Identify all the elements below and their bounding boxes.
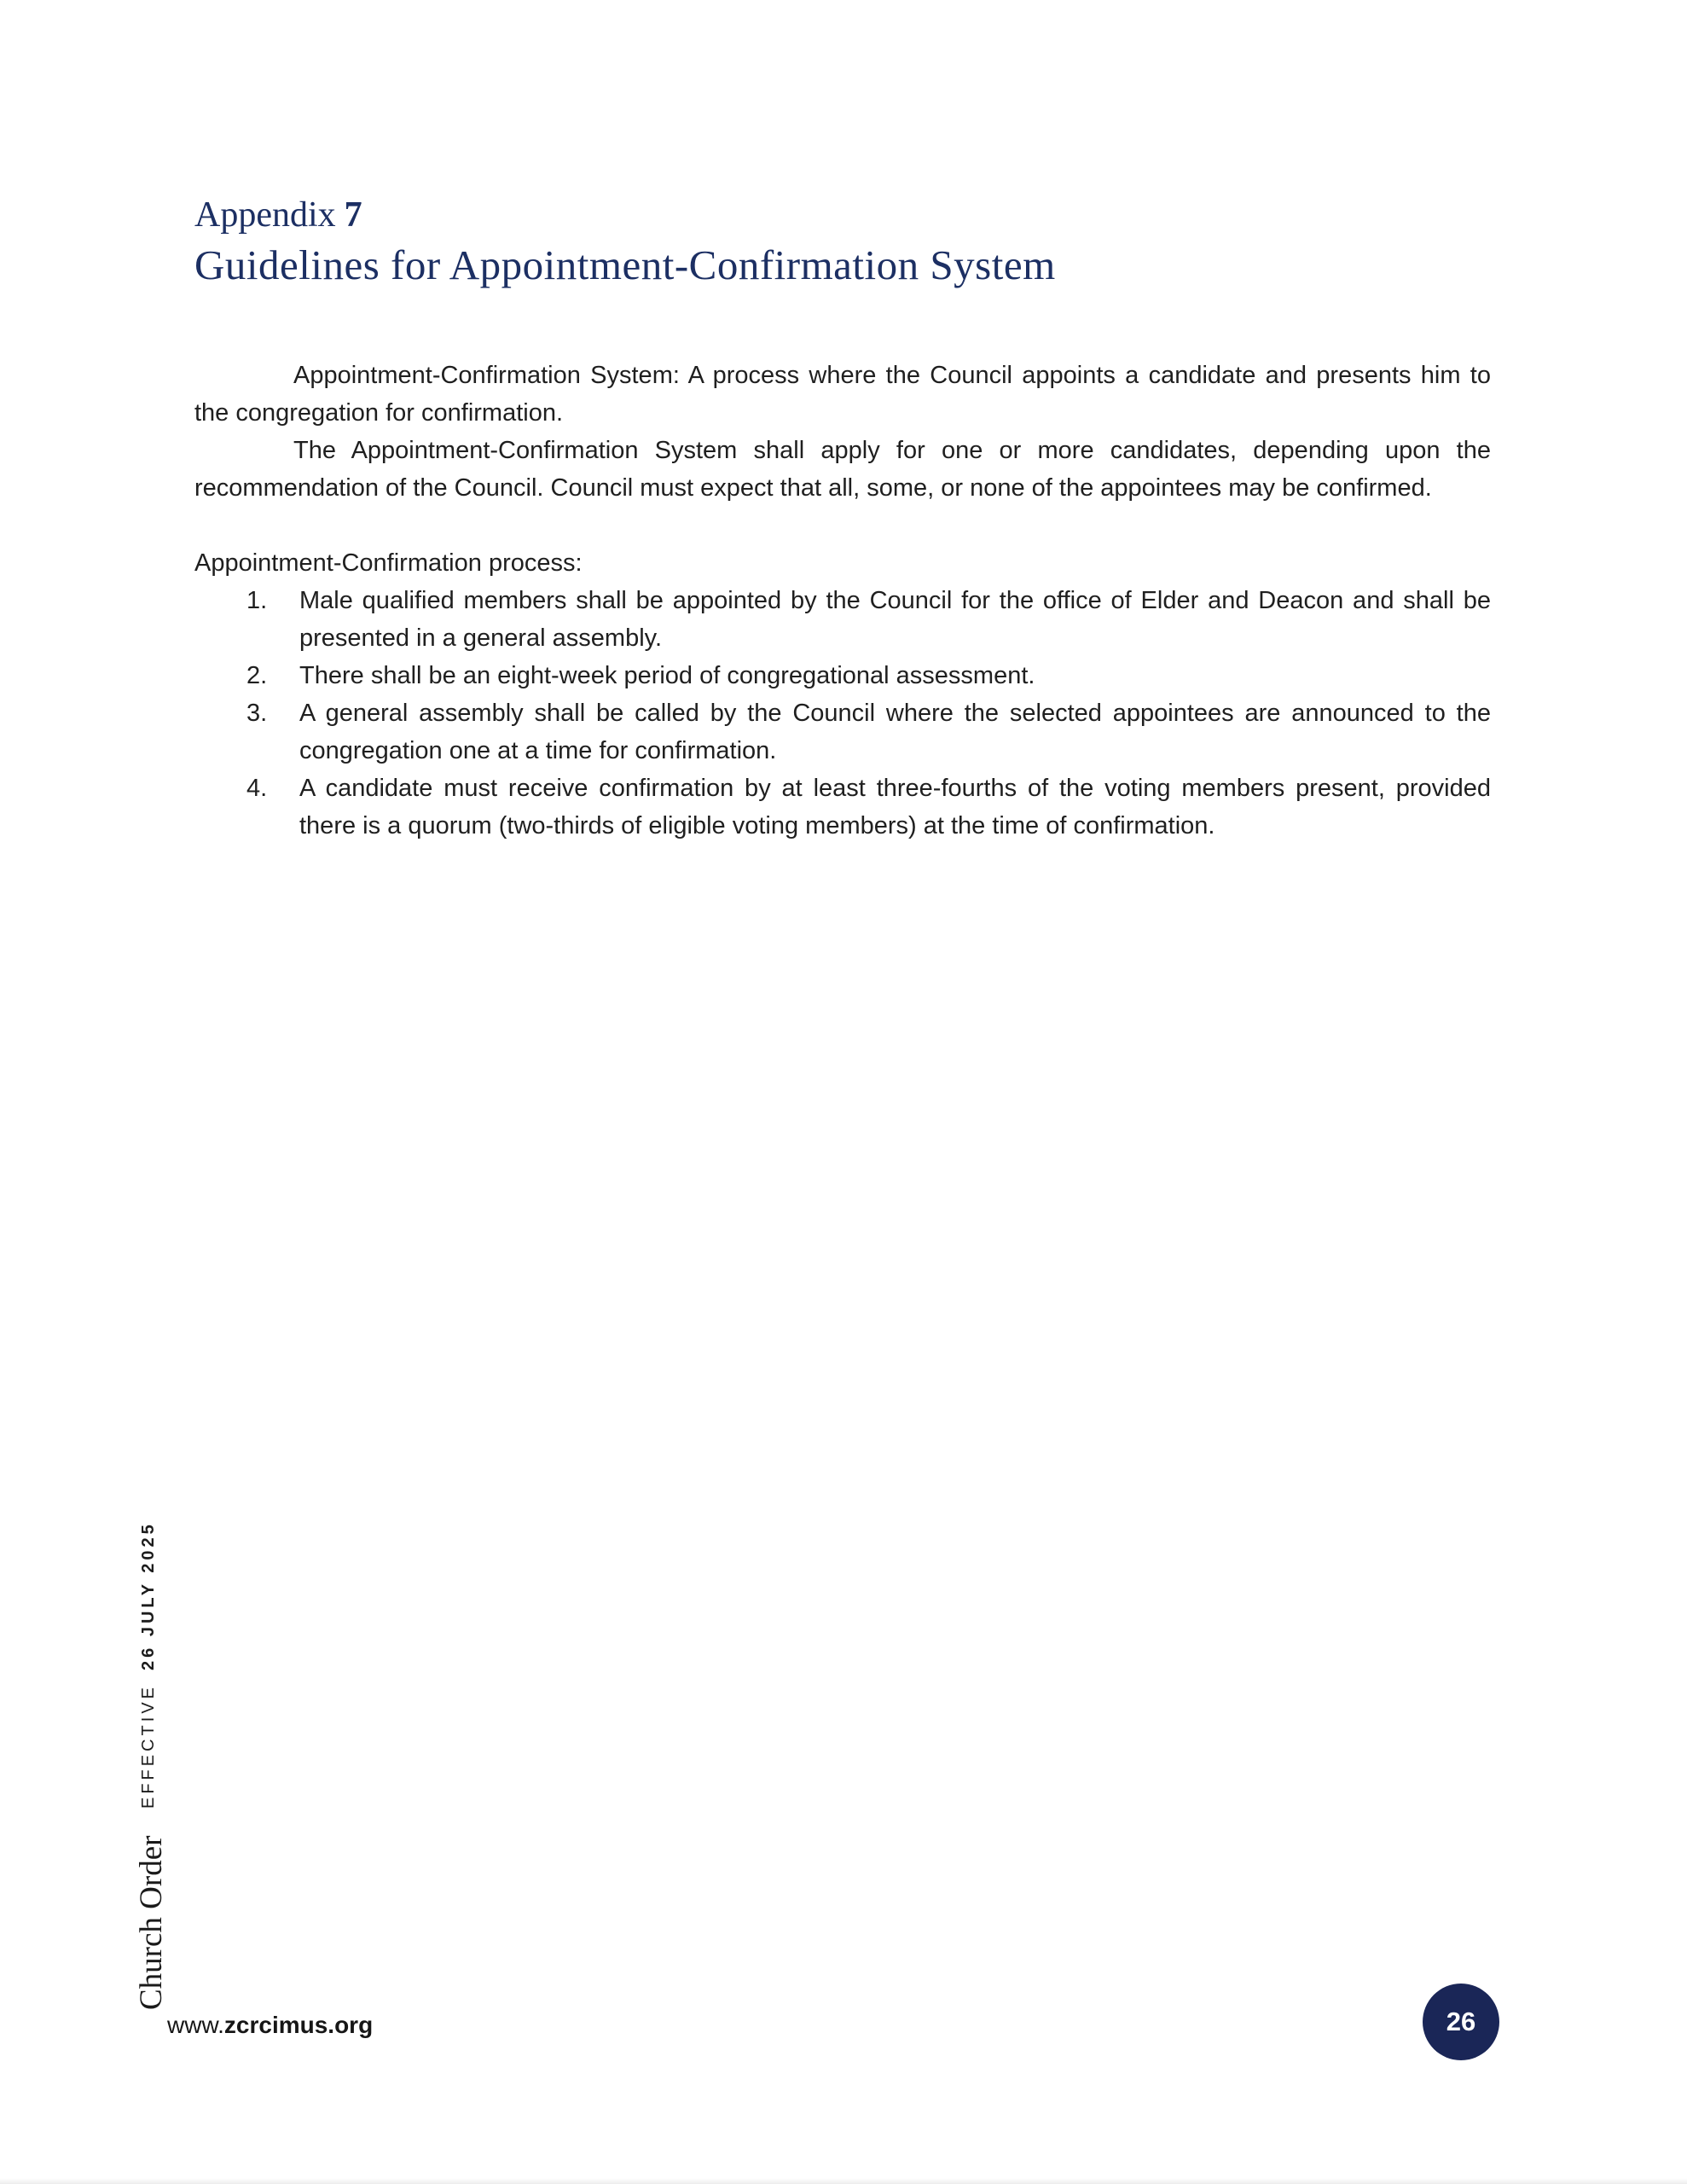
document-body	[194, 357, 1491, 845]
sidebar-document-label: Church Order	[134, 1835, 169, 2010]
page-number: 26	[1446, 2007, 1476, 2036]
sidebar-effective-date	[139, 1505, 161, 1809]
effective-label: EFFECTIVE	[139, 1683, 158, 1809]
appendix-label: Appendix	[194, 195, 336, 235]
process-list	[194, 582, 1491, 845]
page-bottom-edge	[0, 2178, 1687, 2184]
process-heading: Appointment-Confirmation process:	[194, 549, 583, 577]
appendix-heading	[194, 191, 1056, 239]
list-item: A candidate must receive confirmation by at least three-fourths of the voting members present, provided there is a quorum (two-thirds of eligible voting members) at the time of confirmation.	[299, 775, 1491, 839]
paragraph-application: The Appointment-Confirmation System shall apply for one or more candidates, depending upon the recommendation of the Council. Council must expect that all, some, or none of the appointees may be confirmed.	[194, 437, 1491, 502]
list-item: There shall be an eight-week period of congregational assessment.	[299, 662, 1035, 689]
website-domain: zcrcimus.org	[223, 2012, 374, 2038]
list-item: Male qualified members shall be appointed by the Council for the office of Elder and Deacon and shall be presented in a general assembly.	[299, 587, 1491, 652]
effective-date: 26 JULY 2025	[139, 1521, 158, 1670]
page-number-badge	[1423, 1984, 1499, 2060]
footer-website-link[interactable]	[167, 2012, 373, 2039]
page-title: Guidelines for Appointment-Confirmation System	[194, 241, 1056, 288]
title-block	[194, 191, 1056, 292]
appendix-number: 7	[344, 195, 362, 235]
list-item: A general assembly shall be called by the Council where the selected appointees are announced to the congregation one at a time for confirmation.	[299, 700, 1491, 764]
paragraph-definition: Appointment-Confirmation System: A process where the Council appoints a candidate and presents him to the congregation for confirmation.	[194, 362, 1491, 427]
website-prefix: www.	[167, 2012, 224, 2038]
